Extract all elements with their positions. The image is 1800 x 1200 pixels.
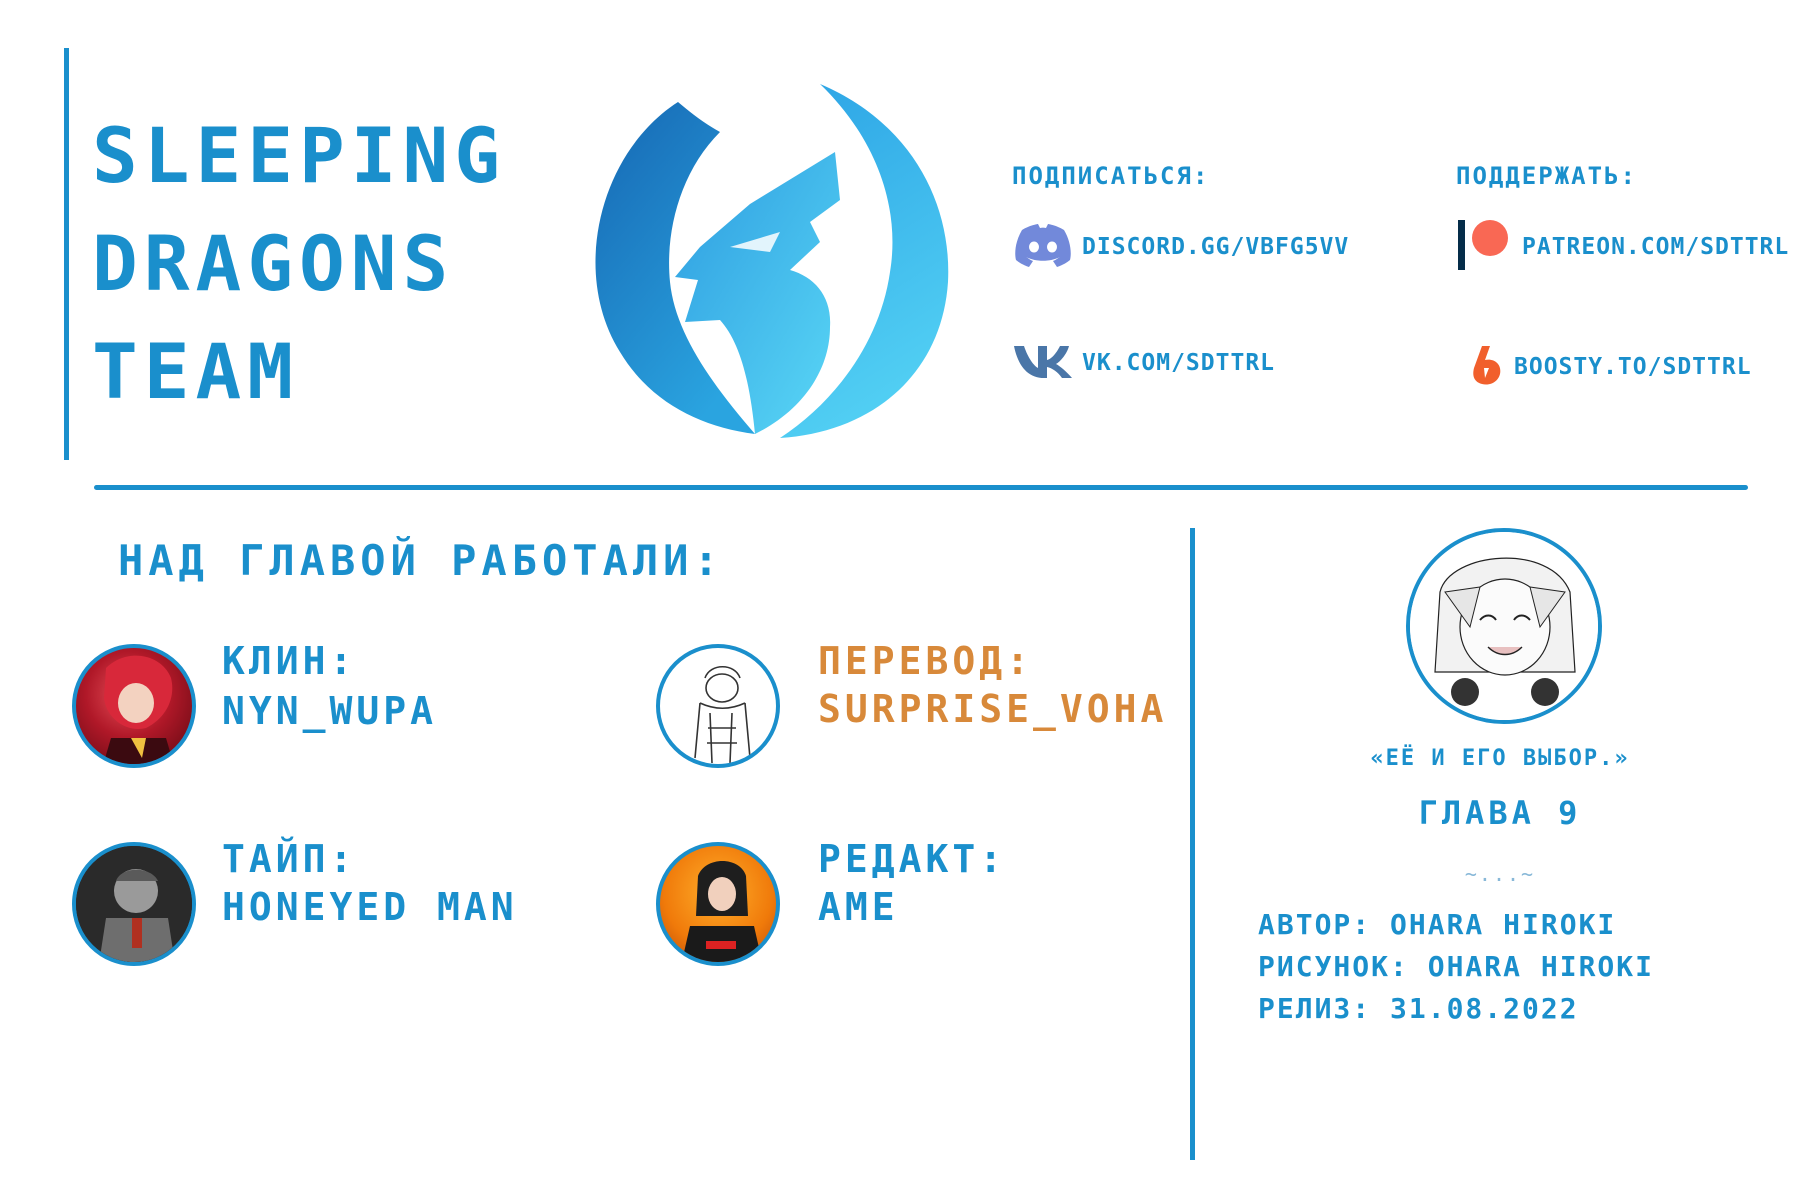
boosty-link-text[interactable]: BOOSTY.TO/SDTTRL [1514,354,1752,380]
role-translate-label: ПЕРЕВОД: [818,639,1034,683]
role-translate-name: SURPRISE_VOHA [818,687,1168,731]
discord-icon [1012,222,1074,272]
manga-separator: ~...~ [1464,862,1536,886]
manga-chapter: ГЛАВА 9 [1418,794,1582,832]
vk-link[interactable] [1012,342,1275,384]
avatar-clean [72,644,196,768]
boosty-link[interactable] [1470,344,1752,390]
patreon-link-text[interactable]: PATREON.COM/SDTTRL [1522,234,1790,260]
manga-artist: РИСУНОК: OHARA HIROKI [1258,950,1655,983]
team-name-line1: SLEEPING [92,111,507,200]
discord-link[interactable] [1012,222,1349,272]
team-name [92,102,506,426]
patreon-link[interactable] [1456,218,1789,276]
patreon-icon [1456,218,1514,276]
vk-link-text[interactable]: VK.COM/SDTTRL [1082,350,1276,376]
avatar-type [72,842,196,966]
horizontal-divider [94,485,1748,490]
support-title: ПОДДЕРЖАТЬ: [1456,162,1637,190]
dragon-logo-icon [580,82,950,440]
team-name-line3: TEAM [92,327,300,416]
role-edit-label: РЕДАКТ: [818,837,1007,881]
avatar-edit [656,842,780,966]
subscribe-title: ПОДПИСАТЬСЯ: [1012,162,1210,190]
manga-title: «ЕЁ И ЕГО ВЫБОР.» [1370,746,1630,771]
manga-author: АВТОР: OHARA HIROKI [1258,908,1617,941]
role-type-label: ТАЙП: [222,837,357,881]
credits-title: НАД ГЛАВОЙ РАБОТАЛИ: [118,536,724,585]
left-accent-bar [64,48,69,460]
vertical-divider [1190,528,1195,1160]
role-type-name: HONEYED MAN [222,885,518,929]
boosty-icon [1470,344,1506,390]
team-name-line2: DRAGONS [92,219,455,308]
manga-release: РЕЛИЗ: 31.08.2022 [1258,992,1579,1025]
vk-icon [1012,342,1074,384]
manga-cover-avatar [1406,528,1602,724]
role-clean-label: КЛИН: [222,639,357,683]
discord-link-text[interactable]: DISCORD.GG/VBFG5VV [1082,234,1350,260]
role-clean-name: NYN_WUPA [222,689,438,733]
role-edit-name: AME [818,885,899,929]
avatar-translate [656,644,780,768]
